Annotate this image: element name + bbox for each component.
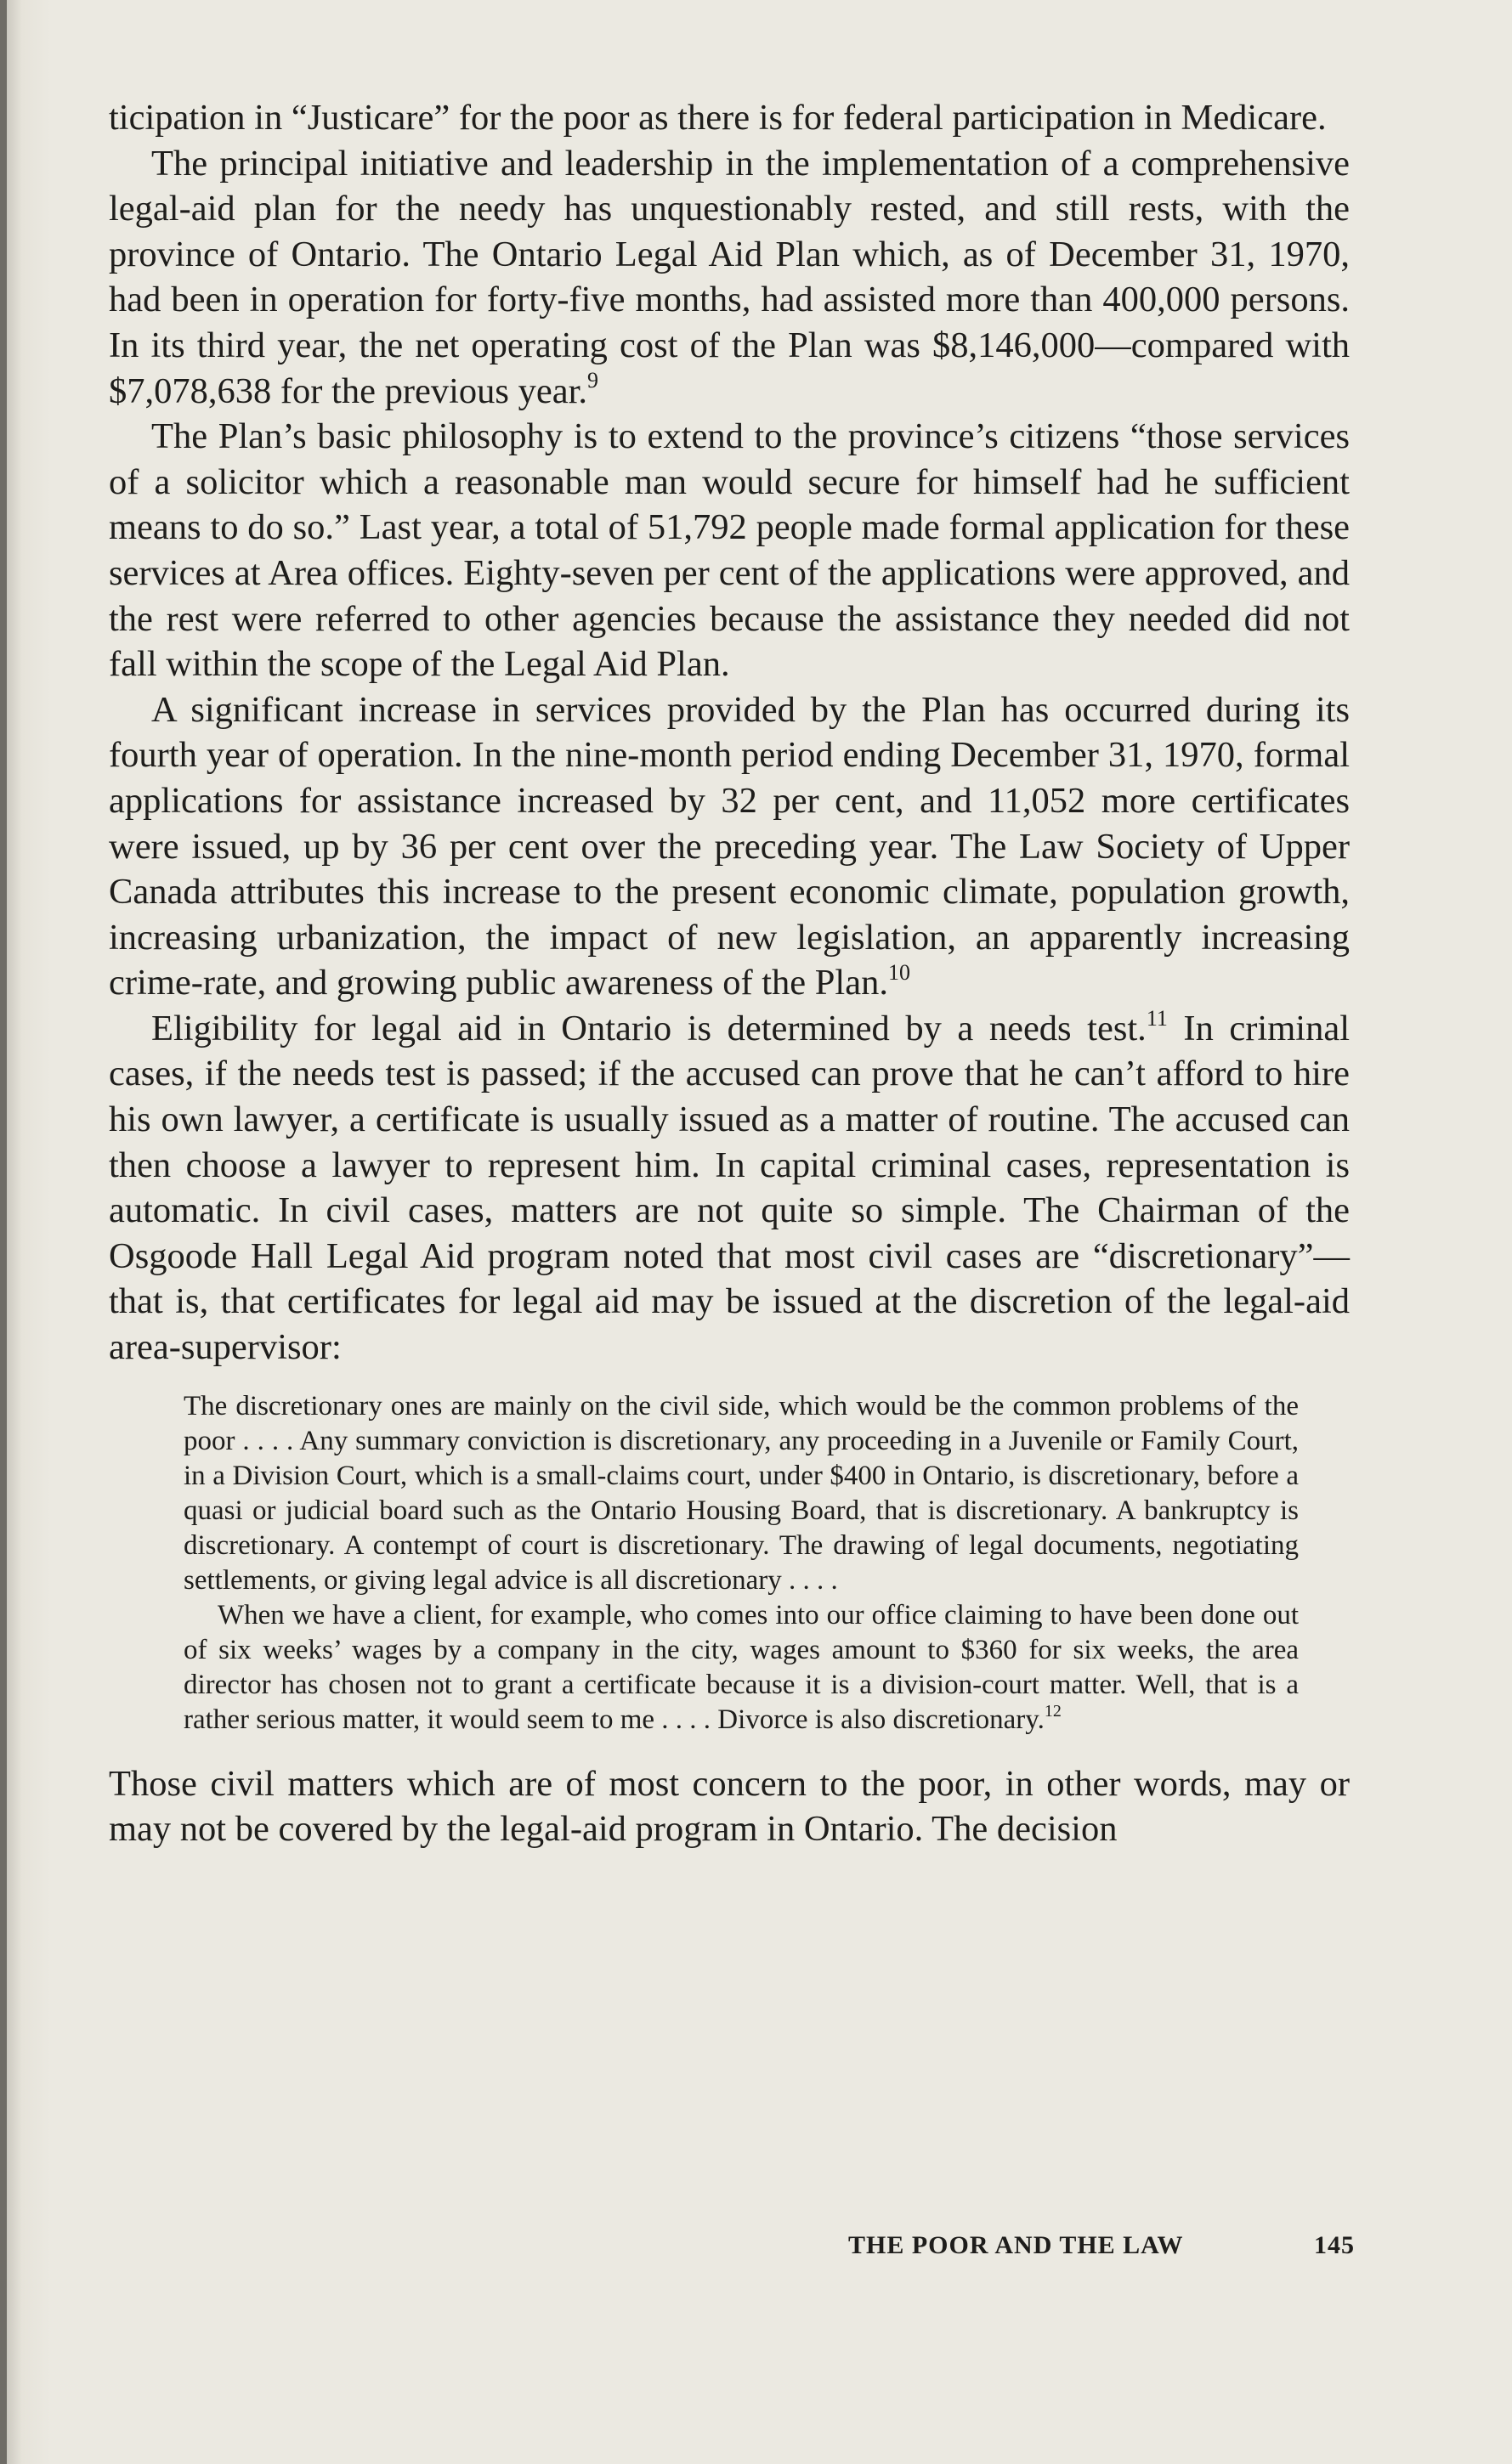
block-quote [184, 1389, 1299, 1738]
page-number: 145 [1314, 2231, 1355, 2259]
paragraph-3-text: The Plan’s basic philosophy is to extend to the province’s citizens “those services of a solicitor which a reasonable man would secure for himself had he sufficient means to do so.” Last year, a total of 51,792 people made formal application for these services at Area offices. Eighty-seven per cent of the applications were approved, and the rest were referred to other agencies because the assistance they needed did not fall within the scope of the Legal Aid Plan. [109, 416, 1350, 685]
paragraph-5-text-a: Eligibility for legal aid in Ontario is determined by a needs test. [151, 1008, 1147, 1048]
footnote-ref-11: 11 [1146, 1005, 1168, 1031]
paragraph-2-text: The principal initiative and leadership in the implementation of a comprehensive legal-aid plan for the needy has unquestionably rested, and still rests, with the province of Ontario. The Ontario Legal Aid Plan which, as of December 31, 1970, had been in operation for forty-five months, had assisted more than 400,000 persons. In its third year, the net operating cost of the Plan was $8,146,000—compared with $7,078,638 for the previous year. [109, 143, 1350, 411]
page-binding-edge [0, 0, 7, 2464]
page-footer [848, 2231, 1355, 2260]
quote-paragraph-1 [184, 1389, 1299, 1598]
footnote-ref-10: 10 [887, 960, 910, 986]
paragraph-2 [109, 141, 1350, 415]
quote-paragraph-1-text: The discretionary ones are mainly on the civil side, which would be the common problems of the poor . . . . Any summary conviction is discretionary, any proceeding in a Juvenile or Family Court, in a Division Court, which is a small-claims court, under $400 in Ontario, is discretionary, before a quasi or judicial board such as the Ontario Housing Board, that is discretionary. A bankruptcy is discretionary. A contempt of court is discretionary. The drawing of legal documents, negotiating settlements, or giving legal advice is all discretionary . . . . [184, 1390, 1299, 1596]
body-text [109, 95, 1350, 1852]
paragraph-4 [109, 687, 1350, 1006]
running-title: THE POOR AND THE LAW [848, 2231, 1184, 2259]
paragraph-3 [109, 414, 1350, 687]
quote-paragraph-2 [184, 1598, 1299, 1738]
paragraph-6 [109, 1761, 1350, 1852]
footnote-ref-12: 12 [1044, 1701, 1062, 1721]
paragraph-4-text: A significant increase in services provided by the Plan has occurred during its fourth year of operation. In the nine-month period ending December 31, 1970, formal applications for assistance increased by 32 per cent, and 11,052 more certificates were issued, up by 36 per cent over the preceding year. The Law Society of Upper Canada attributes this increase to the present economic climate, population growth, increasing urbanization, the impact of new legislation, an apparently increasing crime-rate, and growing public awareness of the Plan. [109, 689, 1350, 1003]
paragraph-1 [109, 95, 1350, 141]
paragraph-1-text: ticipation in “Justicare” for the poor as there is for federal participation in Medicare. [109, 98, 1327, 138]
paragraph-6-text: Those civil matters which are of most concern to the poor, in other words, may or may not be covered by the legal-aid program in Ontario. The decision [109, 1763, 1350, 1850]
paragraph-5-text-b: In criminal cases, if the needs test is passed; if the accused can prove that he can’t afford to hire his own lawyer, a certificate is usually issued as a matter of routine. The accused can then choose a lawyer to represent him. In capital criminal cases, representation is automatic. In civil cases, matters are not quite so simple. The Chairman of the Osgoode Hall Legal Aid program noted that most civil cases are “discretionary”—that is, that certificates for legal aid may be issued at the discretion of the legal-aid area-supervisor: [109, 1008, 1351, 1368]
quote-paragraph-2-text: When we have a client, for example, who comes into our office claiming to have been done out of six weeks’ wages by a company in the city, wages amount to $360 for six weeks, the area director has chosen not to grant a certificate because it is a division-court matter. Well, that is a rather serious matter, it would seem to me . . . . Divorce is also discretionary. [184, 1599, 1299, 1735]
paragraph-5 [109, 1006, 1350, 1370]
footnote-ref-9: 9 [587, 368, 599, 393]
